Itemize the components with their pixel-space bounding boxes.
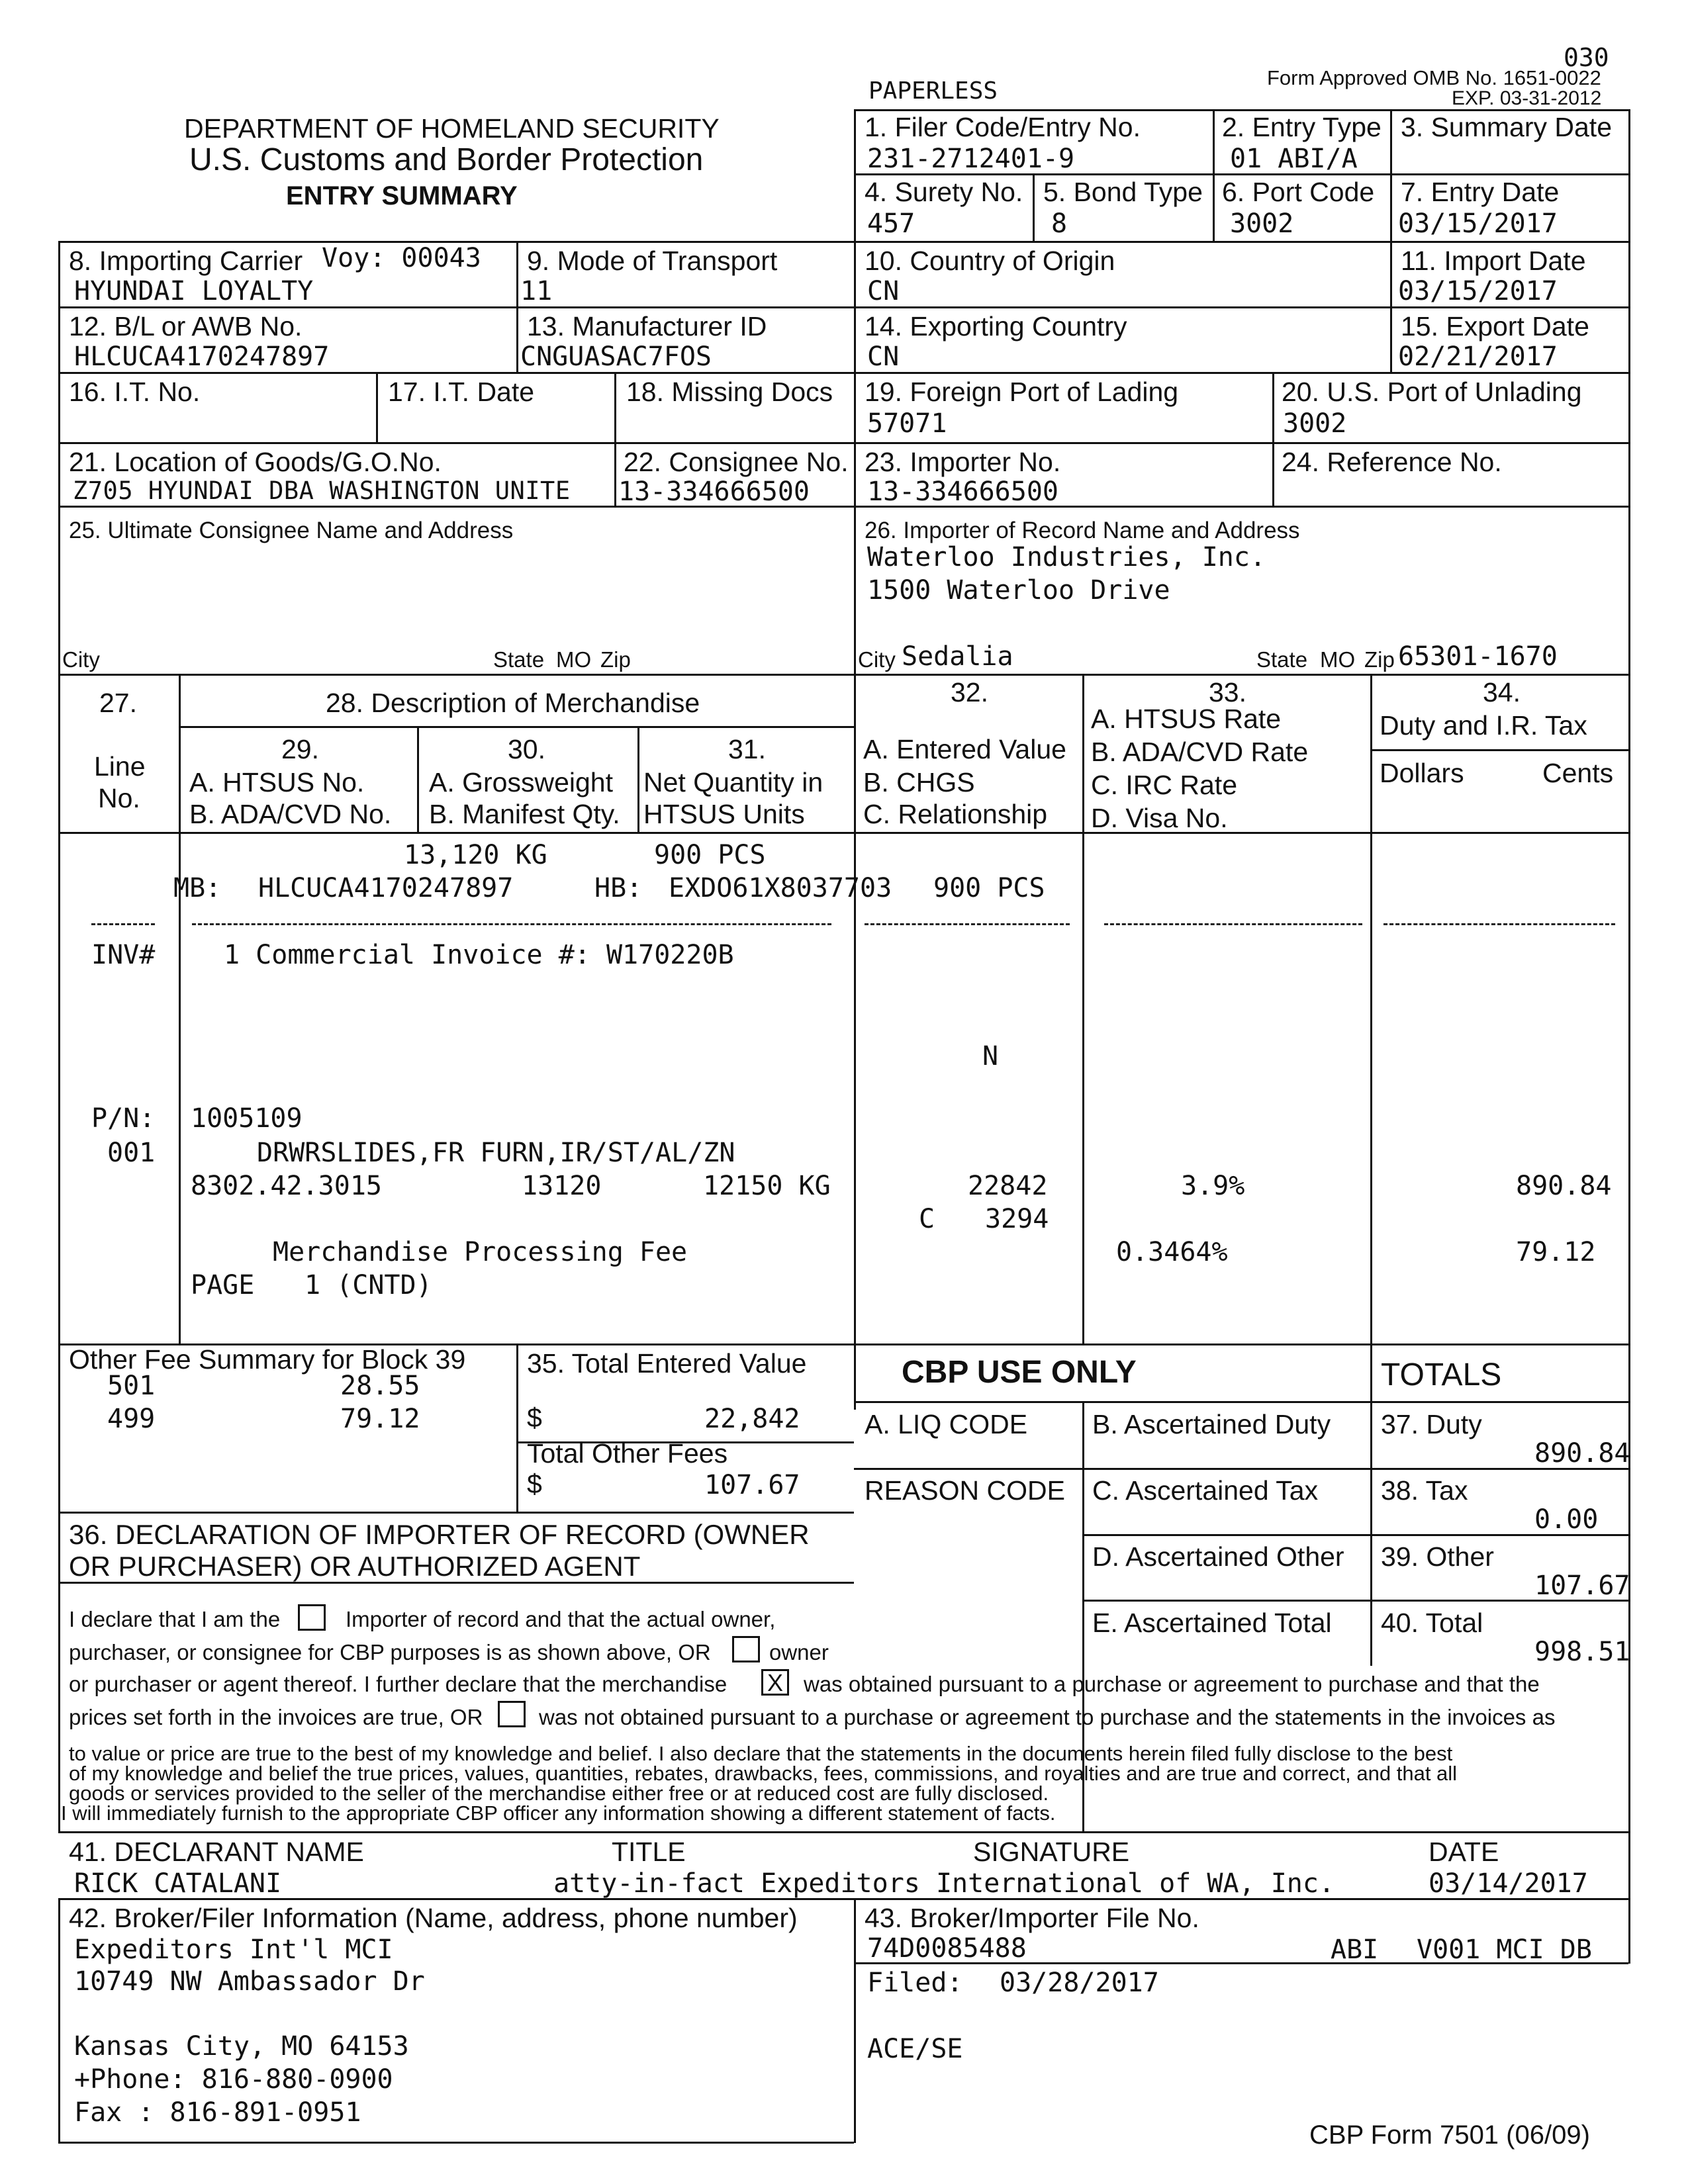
broker-name: Expeditors Int'l MCI <box>74 1934 393 1965</box>
bl-awb-label: 12. B/L or AWB No. <box>69 311 303 341</box>
part-number-value: 1005109 <box>191 1103 303 1134</box>
importer-zip-label: Zip <box>1364 647 1395 672</box>
declaration-line4a: prices set forth in the invoices are true, OR <box>69 1705 483 1729</box>
agency-name: U.S. Customs and Border Protection <box>189 142 704 177</box>
duty-total-label: 37. Duty <box>1381 1409 1482 1439</box>
mpf-description: Merchandise Processing Fee <box>273 1237 688 1267</box>
net-quantity-line: 12150 KG <box>703 1171 831 1201</box>
importer-state-label: State <box>1256 647 1308 672</box>
col32-number: 32. <box>951 677 988 707</box>
col34-number: 34. <box>1483 677 1521 707</box>
entered-value-dollar: $ <box>527 1402 542 1433</box>
reason-code-label: REASON CODE <box>865 1475 1065 1506</box>
col31-htsus-units: HTSUS Units <box>643 799 805 829</box>
col30-number: 30. <box>508 734 545 764</box>
page-value: 1 (CNTD) <box>305 1270 432 1300</box>
declaration-title-1: 36. DECLARATION OF IMPORTER OF RECORD (OWNER <box>69 1519 810 1550</box>
reference-no-label: 24. Reference No. <box>1282 447 1502 477</box>
col27-no: No. <box>98 783 140 813</box>
invoice-marker: INV# <box>91 940 156 970</box>
filed-date: 03/28/2017 <box>1000 1968 1159 1998</box>
bond-type-label: 5. Bond Type <box>1043 177 1203 207</box>
consignee-state-label: State <box>493 647 545 672</box>
not-obtained-by-purchase-checkbox[interactable] <box>498 1701 526 1727</box>
total-entered-value-label: 35. Total Entered Value <box>527 1348 807 1379</box>
col27-number: 27. <box>99 688 137 718</box>
signature-label: SIGNATURE <box>973 1837 1130 1867</box>
declaration-line1b: Importer of record and that the actual owner, <box>346 1607 776 1631</box>
totals-title: TOTALS <box>1381 1357 1502 1392</box>
relationship-value: N <box>982 1041 999 1071</box>
filer-codes: V001 MCI DB <box>1417 1934 1592 1965</box>
fee-amount-2: 79.12 <box>340 1404 420 1434</box>
exporting-country-label: 14. Exporting Country <box>865 311 1127 341</box>
fee-code-1: 501 <box>107 1371 156 1401</box>
col34-duty-tax: Duty and I.R. Tax <box>1380 710 1587 741</box>
declarant-title-label: TITLE <box>612 1837 686 1867</box>
declarant-name-label: 41. DECLARANT NAME <box>69 1837 364 1867</box>
declaration-line3a: or purchaser or agent thereof. I further declare that the merchandise <box>69 1672 727 1696</box>
form-number-code: 030 <box>1564 43 1609 72</box>
htsus-rate-line: 3.9% <box>1181 1171 1245 1201</box>
us-port-label: 20. U.S. Port of Unlading <box>1282 377 1582 407</box>
merchandise-description: DRWRSLIDES,FR FURN,IR/ST/AL/ZN <box>257 1138 735 1168</box>
foreign-port-value: 57071 <box>867 408 947 439</box>
declaration-date: 03/14/2017 <box>1429 1868 1588 1899</box>
surety-no-value: 457 <box>867 208 915 239</box>
page-label: PAGE <box>191 1270 255 1300</box>
house-bill-pieces: 900 PCS <box>933 873 1045 903</box>
voyage-number: Voy: 00043 <box>322 243 481 273</box>
importer-no-label: 23. Importer No. <box>865 447 1061 477</box>
master-bill-label: MB: <box>173 873 222 903</box>
port-code-label: 6. Port Code <box>1222 177 1375 207</box>
gross-weight-total: 13,120 KG <box>404 840 547 870</box>
htsus-number: 8302.42.3015 <box>191 1171 382 1201</box>
importer-state: MO <box>1320 647 1356 672</box>
broker-file-label: 43. Broker/Importer File No. <box>865 1903 1199 1933</box>
col28-label: 28. Description of Merchandise <box>326 688 700 718</box>
export-date-value: 02/21/2017 <box>1398 341 1558 372</box>
foreign-port-label: 19. Foreign Port of Lading <box>865 377 1179 407</box>
broker-street: 10749 NW Ambassador Dr <box>74 1966 425 1997</box>
ascertained-duty-label: B. Ascertained Duty <box>1092 1409 1331 1439</box>
ace-se-label: ACE/SE <box>867 2034 963 2064</box>
filed-label: Filed: <box>867 1968 963 1998</box>
duty-total: 890.84 <box>1534 1438 1630 1469</box>
importer-city: Sedalia <box>902 641 1013 672</box>
broker-fax: Fax : 816-891-0951 <box>74 2097 361 2128</box>
liq-code-label: A. LIQ CODE <box>865 1409 1028 1439</box>
manufacturer-id-value: CNGUASAC7FOS <box>520 341 712 372</box>
ascertained-total-label: E. Ascertained Total <box>1092 1608 1332 1638</box>
col29-adacvd: B. ADA/CVD No. <box>189 799 392 829</box>
declaration-date-label: DATE <box>1429 1837 1499 1867</box>
col33-irc-rate: C. IRC Rate <box>1091 770 1237 800</box>
declaration-line2b: owner <box>769 1640 829 1664</box>
total-other-fees: 107.67 <box>704 1470 800 1500</box>
exporting-country-value: CN <box>867 341 900 372</box>
declaration-line3b: was obtained pursuant to a purchase or agreement to purchase and that the <box>804 1672 1540 1696</box>
total-entered-value: 22,842 <box>704 1404 800 1434</box>
broker-info-label: 42. Broker/Filer Information (Name, address, phone number) <box>69 1903 798 1933</box>
tax-total: 0.00 <box>1534 1504 1599 1535</box>
entry-type-label: 2. Entry Type <box>1222 112 1382 142</box>
mode-of-transport-label: 9. Mode of Transport <box>527 246 778 276</box>
abi-label: ABI <box>1331 1934 1379 1965</box>
grand-total-label: 40. Total <box>1381 1608 1483 1638</box>
col31-net-quantity: Net Quantity in <box>643 767 823 797</box>
broker-file-number: 74D0085488 <box>867 1933 1027 1964</box>
other-fees-dollar: $ <box>527 1469 542 1499</box>
col33-adacvd-rate: B. ADA/CVD Rate <box>1091 737 1309 767</box>
importer-name: Waterloo Industries, Inc. <box>867 542 1266 572</box>
entry-type-value: 01 ABI/A <box>1230 144 1358 174</box>
import-date-value: 03/15/2017 <box>1398 276 1558 306</box>
country-of-origin-label: 10. Country of Origin <box>865 246 1115 276</box>
it-no-label: 16. I.T. No. <box>69 377 201 407</box>
declaration-line2a: purchaser, or consignee for CBP purposes is as shown above, OR <box>69 1640 711 1664</box>
col32-chgs: B. CHGS <box>863 767 975 797</box>
part-number-label: P/N: <box>91 1103 156 1134</box>
importer-of-record-checkbox[interactable] <box>298 1604 326 1631</box>
col27-line: Line <box>94 751 146 782</box>
mpf-amount: 79.12 <box>1516 1237 1596 1267</box>
ascertained-other-label: D. Ascertained Other <box>1092 1541 1344 1572</box>
it-date-label: 17. I.T. Date <box>388 377 535 407</box>
location-of-goods-value: Z705 HYUNDAI DBA WASHINGTON UNITE <box>73 478 571 503</box>
department-name: DEPARTMENT OF HOMELAND SECURITY <box>184 113 720 144</box>
col32-entered-value: A. Entered Value <box>863 734 1066 764</box>
tax-total-label: 38. Tax <box>1381 1475 1468 1506</box>
master-bill-value: HLCUCA4170247897 <box>258 873 514 903</box>
pieces-total: 900 PCS <box>654 840 766 870</box>
declaration-paragraph-4: I will immediately furnish to the appropriate CBP officer any information showing a different statement of facts. <box>61 1801 1056 1825</box>
ascertained-tax-label: C. Ascertained Tax <box>1092 1475 1319 1506</box>
col33-htsus-rate: A. HTSUS Rate <box>1091 704 1282 734</box>
mode-of-transport-value: 11 <box>520 276 553 306</box>
col29-htsus: A. HTSUS No. <box>189 767 365 797</box>
declaration-line1a: I declare that I am the <box>69 1607 281 1631</box>
declaration-paragraph-2: of my knowledge and belief the true prices, values, quantities, rebates, drawbacks, fees, commissions, and royalties and are true and correct, and that all <box>69 1762 1458 1785</box>
mpf-rate: 0.3464% <box>1116 1237 1228 1267</box>
form-title: ENTRY SUMMARY <box>286 181 518 210</box>
us-port-value: 3002 <box>1283 408 1347 439</box>
col30-grossweight: A. Grossweight <box>429 767 613 797</box>
declarant-name: RICK CATALANI <box>74 1868 282 1899</box>
col34-dollars: Dollars <box>1380 758 1464 788</box>
fee-amount-1: 28.55 <box>340 1371 420 1401</box>
chgs-code: C <box>919 1204 935 1234</box>
importer-zip: 65301-1670 <box>1398 641 1558 672</box>
port-code-value: 3002 <box>1230 208 1294 239</box>
location-of-goods-label: 21. Location of Goods/G.O.No. <box>69 447 442 477</box>
other-fee-summary-title: Other Fee Summary for Block 39 <box>69 1344 466 1375</box>
other-total-label: 39. Other <box>1381 1541 1494 1572</box>
importer-of-record-label: 26. Importer of Record Name and Address <box>865 518 1300 543</box>
house-bill-label: HB: <box>594 873 643 903</box>
col32-relationship: C. Relationship <box>863 799 1048 829</box>
declaration-line4b: was not obtained pursuant to a purchase or agreement to purchase and the statements in the invoices as <box>539 1705 1556 1729</box>
col34-cents: Cents <box>1542 758 1614 788</box>
importing-carrier-value: HYUNDAI LOYALTY <box>74 276 314 306</box>
declaration-paragraph-3: goods or services provided to the seller of the merchandise either free or at reduced cost are fully disclosed. <box>69 1782 1049 1805</box>
surety-no-label: 4. Surety No. <box>865 177 1023 207</box>
col29-number: 29. <box>281 734 319 764</box>
grand-total: 998.51 <box>1534 1637 1630 1667</box>
omb-approval: Form Approved OMB No. 1651-0022 <box>1267 66 1601 89</box>
importing-carrier-label: 8. Importing Carrier <box>69 246 303 276</box>
form-number-footer: CBP Form 7501 (06/09) <box>1309 2120 1590 2150</box>
declaration-title-2: OR PURCHASER) OR AUTHORIZED AGENT <box>69 1551 641 1582</box>
commercial-invoice-line: 1 Commercial Invoice #: W170220B <box>224 940 734 970</box>
expiration: EXP. 03-31-2012 <box>1452 87 1602 109</box>
gross-weight-line: 13120 <box>522 1171 602 1201</box>
export-date-label: 15. Export Date <box>1401 311 1589 341</box>
col33-visa-no: D. Visa No. <box>1091 803 1228 833</box>
importer-street: 1500 Waterloo Drive <box>867 575 1170 606</box>
col33-number: 33. <box>1209 677 1246 707</box>
consignee-no-value: 13-334666500 <box>618 477 810 507</box>
entry-date-value: 03/15/2017 <box>1398 208 1558 239</box>
consignee-city-label: City <box>62 647 100 672</box>
manufacturer-id-label: 13. Manufacturer ID <box>527 311 767 341</box>
line-number: 001 <box>107 1138 156 1168</box>
house-bill-value: EXDO61X8037703 <box>669 873 892 903</box>
broker-city-state-zip: Kansas City, MO 64153 <box>74 2031 409 2062</box>
import-date-label: 11. Import Date <box>1401 246 1586 276</box>
consignee-zip-label: Zip <box>600 647 631 672</box>
paperless-label: PAPERLESS <box>868 77 998 105</box>
chgs-value: 3294 <box>985 1204 1049 1234</box>
filer-code-label: 1. Filer Code/Entry No. <box>865 112 1141 142</box>
importer-no-value: 13-334666500 <box>867 477 1058 507</box>
obtained-by-purchase-checkbox[interactable]: X <box>761 1669 789 1696</box>
consignee-state-value: MO <box>556 647 592 672</box>
declarant-title: atty-in-fact Expeditors International of WA, Inc. <box>553 1868 1335 1899</box>
consignee-no-label: 22. Consignee No. <box>624 447 849 477</box>
col31-number: 31. <box>728 734 766 764</box>
other-total: 107.67 <box>1534 1570 1630 1601</box>
entry-date-label: 7. Entry Date <box>1401 177 1560 207</box>
cbp-use-only-title: CBP USE ONLY <box>902 1355 1137 1390</box>
entered-value-line: 22842 <box>968 1171 1048 1201</box>
col30-manifest: B. Manifest Qty. <box>429 799 620 829</box>
declaration-paragraph-1: to value or price are true to the best of my knowledge and belief. I also declare that the statements in the documents herein filed fully disclose to the best <box>69 1742 1453 1765</box>
summary-date-label: 3. Summary Date <box>1401 112 1612 142</box>
owner-checkbox[interactable] <box>732 1636 760 1662</box>
filer-code-value: 231-2712401-9 <box>867 144 1075 174</box>
bond-type-value: 8 <box>1051 208 1068 239</box>
importer-city-label: City <box>858 647 896 672</box>
missing-docs-label: 18. Missing Docs <box>626 377 833 407</box>
ultimate-consignee-label: 25. Ultimate Consignee Name and Address <box>69 518 514 543</box>
broker-phone: +Phone: 816-880-0900 <box>74 2064 393 2095</box>
total-other-fees-label: Total Other Fees <box>527 1438 728 1469</box>
fee-code-2: 499 <box>107 1404 156 1434</box>
bl-awb-value: HLCUCA4170247897 <box>74 341 330 372</box>
duty-line: 890.84 <box>1516 1171 1612 1201</box>
country-of-origin-value: CN <box>867 276 900 306</box>
